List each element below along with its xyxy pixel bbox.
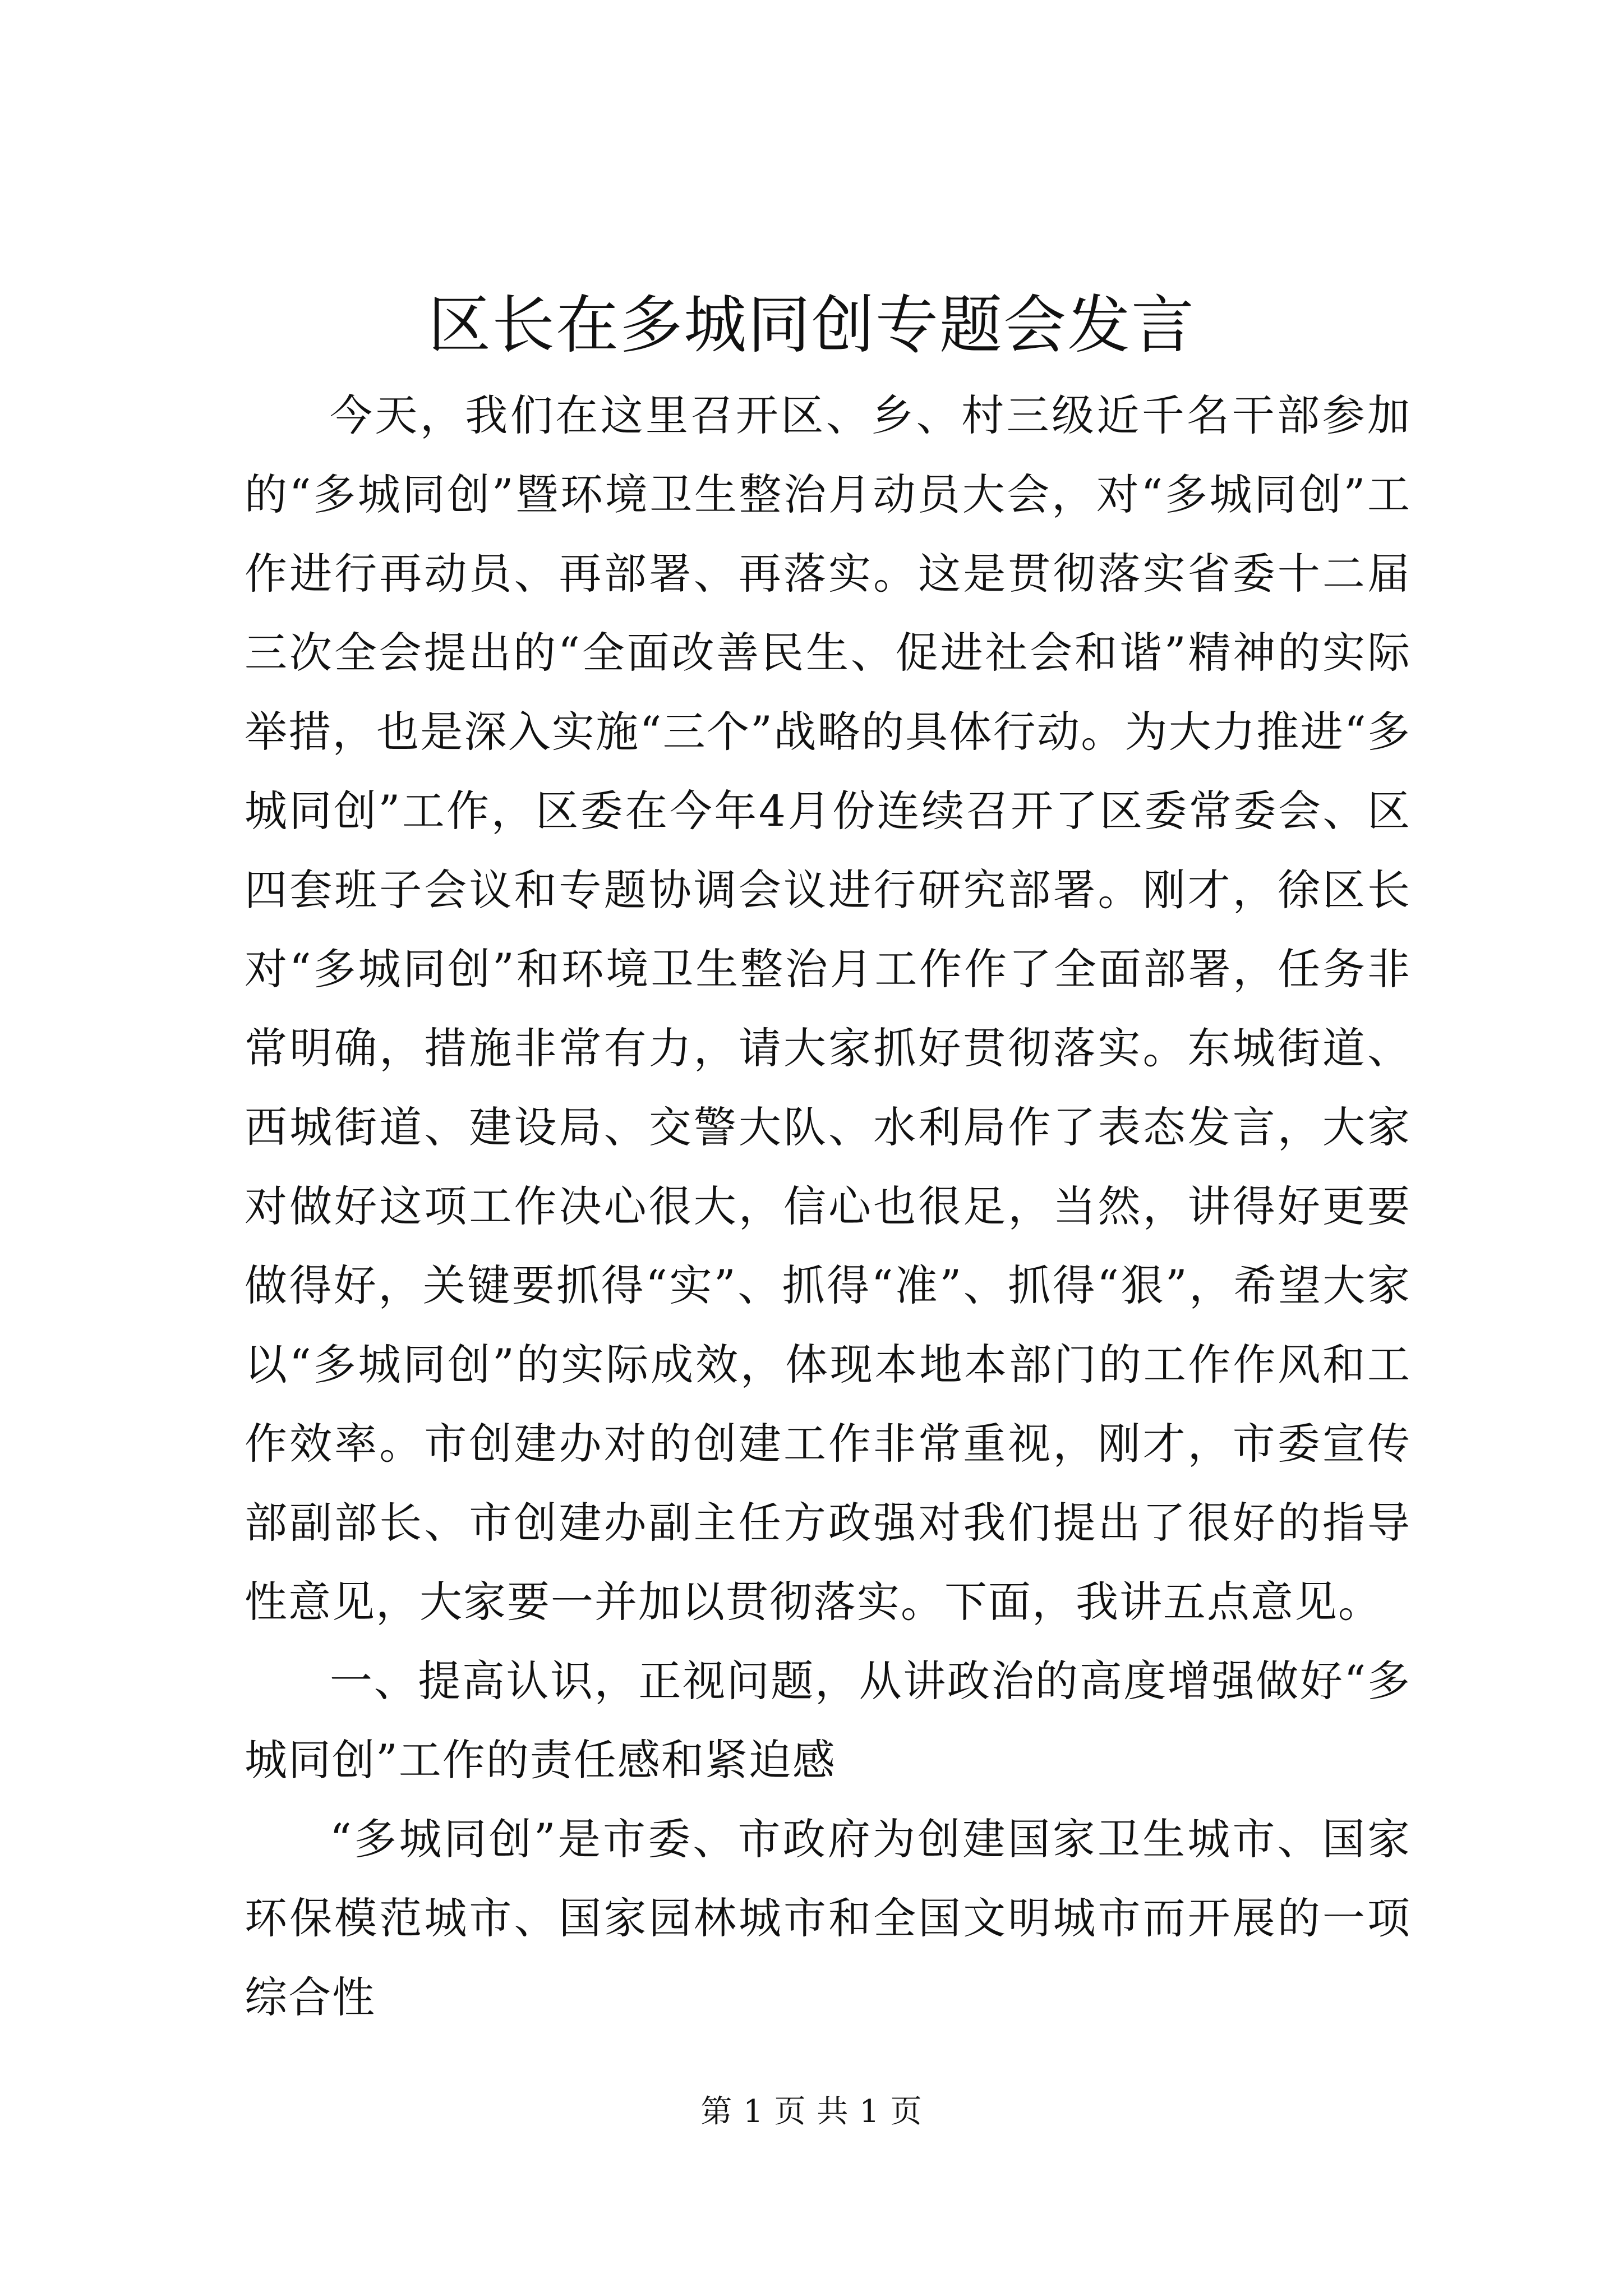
page-footer: 第 1 页 共 1 页 xyxy=(700,2093,923,2130)
document-title: 区长在多城同创专题会发言 xyxy=(428,289,1195,362)
document-body xyxy=(245,376,1411,2037)
paragraph-intro: 今天，我们在这里召开区、乡、村三级近千名干部参加的“多城同创”暨环境卫生整治月动员大会，对“多城同创”工作进行再动员、再部署、再落实。这是贯彻落实省委十二届三次全会提出的“全面改善民生、促进社会和谐”精神的实际举措，也是深入实施“三个”战略的具体行动。为大力推进“多城同创”工作，区委在今年4月份连续召开了区委常委会、区四套班子会议和专题协调会议进行研究部署。刚才，徐区长对“多城同创”和环境卫生整治月工作作了全面部署，任务非常明确，措施非常有力，请大家抓好贯彻落实。东城街道、西城街道、建设局、交警大队、水利局作了表态发言，大家对做好这项工作决心很大，信心也很足，当然，讲得好更要做得好，关键要抓得“实”、抓得“准”、抓得“狠”，希望大家以“多城同创”的实际成效，体现本地本部门的工作作风和工作效率。市创建办对的创建工作非常重视，刚才，市委宣传部副部长、市创建办副主任方政强对我们提出了很好的指导性意见，大家要一并加以贯彻落实。下面，我讲五点意见。 xyxy=(245,390,1411,1627)
paragraph-section-1: “多城同创”是市委、市政府为创建国家卫生城市、国家环保模范城市、国家园林城市和全国文明城市而开展的一项综合性 xyxy=(245,1814,1411,2022)
section-heading-1: 一、提高认识，正视问题，从讲政治的高度增强做好“多城同创”工作的责任感和紧迫感 xyxy=(245,1656,1411,1785)
